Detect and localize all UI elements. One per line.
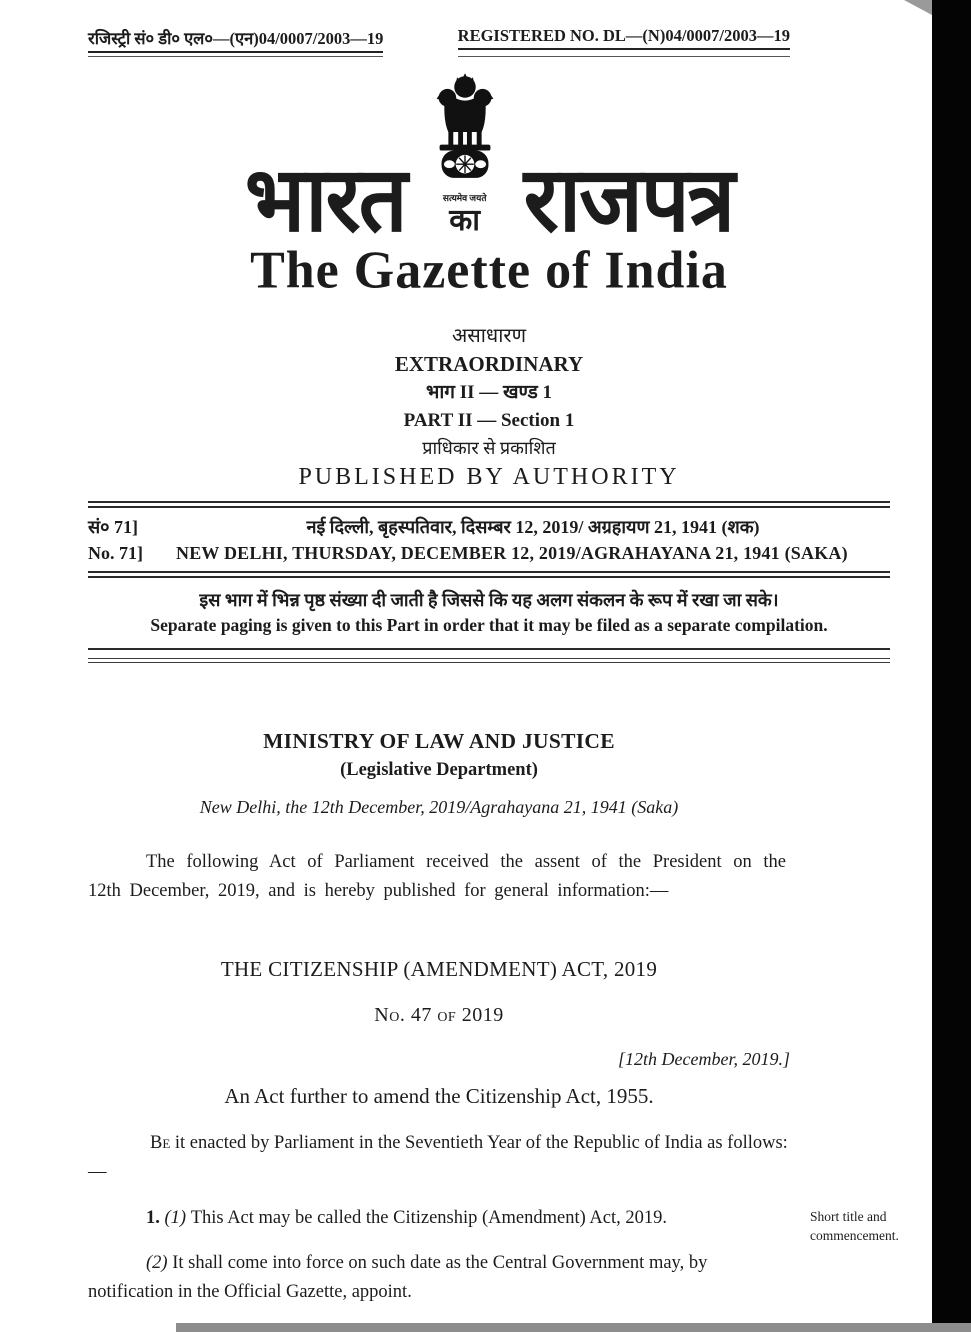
rule-spacer [88, 650, 890, 658]
act-assent-date: [12th December, 2019.] [618, 1049, 790, 1070]
emblem-motto-satyameva-jayate: सत्यमेव जयते [442, 193, 487, 203]
ministry-dateline: New Delhi, the 12th December, 2019/Agrahayana 21, 1941 (Saka) [199, 797, 679, 817]
masthead-title-english: The Gazette of India [250, 241, 728, 300]
masthead-word-rajpatra: राजपत्र [523, 149, 734, 251]
issue-date-english: NEW DELHI, THURSDAY, DECEMBER 12, 2019/AGRAHAYANA 21, 1941 (SAKA) [176, 543, 848, 563]
act-title: THE CITIZENSHIP (AMENDMENT) ACT, 2019 [220, 957, 658, 982]
authority-label-hindi: प्राधिकार से प्रकाशित [422, 438, 556, 458]
ministry-heading-block [88, 729, 890, 818]
issue-line-hindi [88, 514, 890, 540]
page-content [88, 0, 899, 1307]
section-1-subsection-2 [88, 1249, 890, 1306]
issue-date-hindi: नई दिल्ली, बृहस्पतिवार, दिसम्बर 12, 2019/ अग्रहायण 21, 1941 (शक) [306, 517, 760, 537]
registration-row [88, 0, 890, 57]
separate-paging-notice [88, 578, 890, 648]
section-1-subsection-1 [88, 1204, 899, 1244]
masthead-word-ka: का [449, 204, 481, 237]
ministry-name: MINISTRY OF LAW AND JUSTICE [263, 729, 615, 753]
issue-line-english [88, 540, 890, 566]
assent-paragraph: The following Act of Parliament received the assent of the President on the 12th December, 2019, and is hereby published for general information:— [88, 852, 786, 901]
double-rule-below-issue [88, 571, 890, 578]
extraordinary-label-hindi: असाधारण [451, 325, 527, 347]
double-rule-bottom [88, 658, 890, 663]
masthead-title-row [88, 71, 890, 251]
act-long-title: An Act further to amend the Citizenship Act, 1955. [224, 1084, 654, 1109]
section-1-2-text: It shall come into force on such date as the Central Government may, by notification in the Official Gazette, appoint. [88, 1253, 708, 1303]
double-rule-top [88, 501, 890, 508]
enacting-clause [88, 1129, 890, 1186]
masthead [88, 71, 890, 300]
edition-header-block [88, 322, 890, 493]
enacting-lead: Be [150, 1133, 171, 1154]
issue-number-hindi: सं० 71] [88, 517, 139, 537]
act-number: No. 47 of 2019 [374, 1004, 504, 1027]
registration-number-english: REGISTERED NO. DL—(N)04/0007/2003—19 [458, 26, 790, 57]
subsection-marker-1: (1) [159, 1207, 191, 1228]
masthead-word-bharat: भारत [244, 149, 406, 251]
extraordinary-label-english: EXTRAORDINARY [394, 352, 584, 376]
issue-number-english: No. 71] [88, 543, 143, 563]
registration-number-hindi: रजिस्ट्री सं० डी० एल०—(एन)04/0007/2003—19 [88, 26, 383, 57]
enacting-rest: it enacted by Parliament in the Seventieth Year of the Republic of India as follows:— [88, 1133, 788, 1183]
scan-corner-artifact [904, 0, 932, 15]
separate-paging-notice-english: Separate paging is given to this Part in order that it may be filed as a separate compilation. [150, 615, 828, 635]
part-section-label-english: PART II — Section 1 [403, 410, 575, 431]
authority-label-english: PUBLISHED BY AUTHORITY [298, 464, 680, 490]
emblem-column [420, 71, 510, 237]
horizontal-scrollbar[interactable] [176, 1323, 971, 1332]
part-section-label-hindi: भाग II — खण्ड 1 [426, 382, 552, 403]
issue-line-block [88, 508, 890, 571]
separate-paging-notice-hindi: इस भाग में भिन्न पृष्ठ संख्या दी जाती है जिससे कि यह अलग संकलन के रूप में रखा जा सके। [199, 590, 779, 610]
scan-edge-black-strip [932, 0, 971, 1323]
subsection-marker-2: (2) [146, 1253, 173, 1274]
section-1-1-text: This Act may be called the Citizenship (Amendment) Act, 2019. [190, 1207, 667, 1228]
section-number: 1. [146, 1207, 160, 1228]
ashoka-lion-capital-emblem [421, 71, 509, 189]
ministry-department: (Legislative Department) [340, 760, 538, 780]
margin-note-short-title: Short title and commencement. [810, 1208, 899, 1244]
